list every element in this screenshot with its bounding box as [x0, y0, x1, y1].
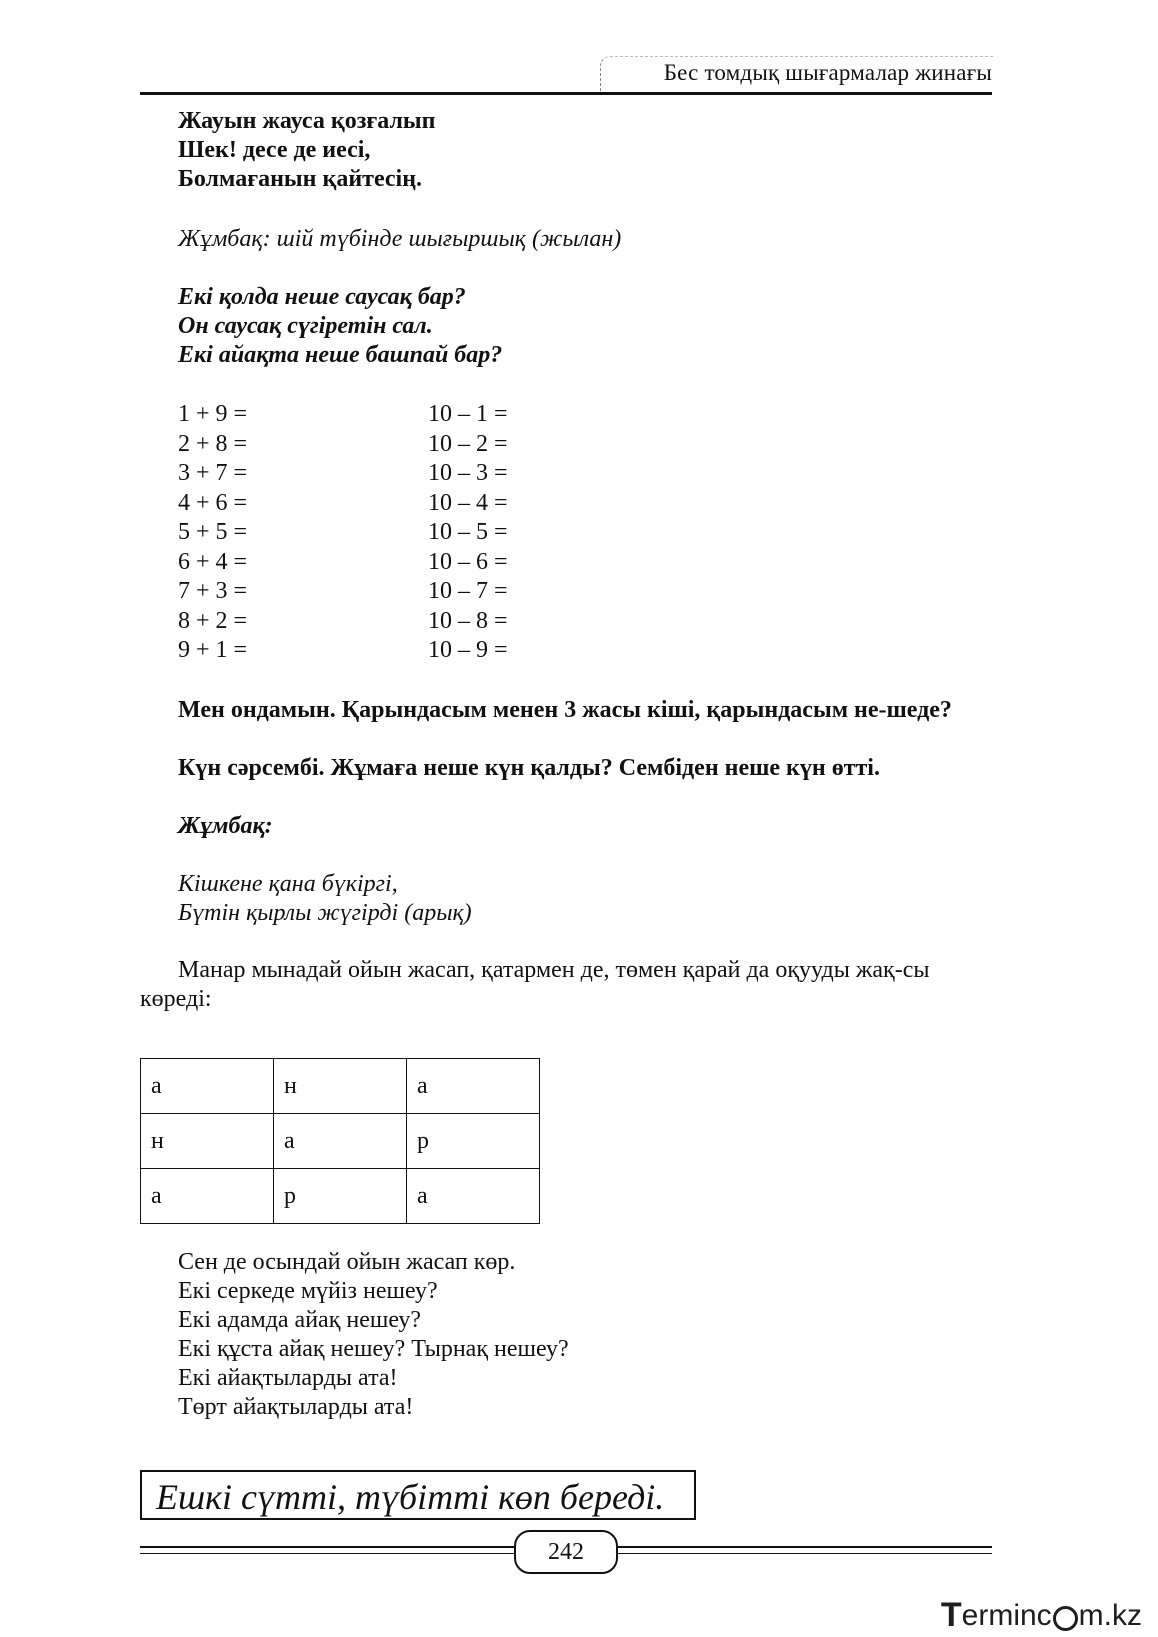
subtraction-column: [428, 400, 508, 666]
manar-paragraph: Манар мынадай ойын жасап, қатармен де, төмен қарай да оқууды жақ-сы көреді:: [140, 957, 930, 1012]
question-line: Екі айақта неше башпай бар?: [178, 342, 503, 368]
subtraction-equation: 10 – 5 =: [428, 519, 508, 545]
word-problem-age: Мен ондамын. Қарындасым менен 3 жасы кіші, қарындасым не-шеде?: [178, 697, 952, 723]
verse-line: Болмағанын қайтесің.: [178, 166, 423, 192]
subtraction-equation: 10 – 3 =: [428, 460, 508, 486]
closing-line: Екі айақтыларды ата!: [178, 1365, 398, 1391]
footer-rule-right-thin: [616, 1553, 992, 1554]
grid-cell: а: [407, 1059, 540, 1114]
riddle-title: Жұмбақ:: [178, 813, 273, 839]
page-number-text: 242: [548, 1538, 584, 1565]
termincom-watermark: [941, 1596, 1142, 1635]
footer-rule-right: [616, 1546, 992, 1548]
subtraction-equation: 10 – 6 =: [428, 548, 508, 575]
subtraction-equation: 10 – 8 =: [428, 607, 508, 634]
addition-equation: 2 + 8 =: [178, 430, 248, 457]
riddle-line: Жұмбақ: шій түбінде шығыршық (жылан): [178, 226, 622, 252]
addition-equation: 7 + 3 =: [178, 578, 248, 604]
grid-cell: а: [407, 1169, 540, 1224]
grid-cell: а: [274, 1114, 407, 1169]
addition-equation: 3 + 7 =: [178, 460, 248, 486]
addition-equation: 9 + 1 =: [178, 637, 248, 663]
running-header-title: Бес томдық шығармалар жинағы: [663, 60, 992, 85]
closing-line: Екі адамда айақ нешеу?: [178, 1307, 422, 1333]
proverb-text: Ешкі сүтті, түбітті көп береді.: [156, 1477, 665, 1517]
addition-equation: 1 + 9 =: [178, 401, 248, 427]
word-problem-days: Күн сәрсембі. Жұмаға неше күн қалды? Сембіден неше күн өтті.: [178, 755, 880, 781]
addition-equation: 6 + 4 =: [178, 548, 248, 575]
footer-rule-left-thin: [140, 1553, 516, 1554]
verse-line: Жауын жауса қозғалып: [178, 108, 436, 134]
grid-cell: а: [141, 1059, 274, 1114]
subtraction-equation: 10 – 2 =: [428, 430, 508, 457]
subtraction-equation: 10 – 7 =: [428, 578, 508, 604]
closing-line: Екі серкеде мүйіз нешеу?: [178, 1278, 438, 1304]
proverb-box: [140, 1470, 696, 1520]
grid-row: [141, 1114, 540, 1169]
header-rule: [140, 92, 992, 95]
subtraction-equation: 10 – 4 =: [428, 489, 508, 516]
closing-line: Сен де осындай ойын жасап көр.: [178, 1249, 516, 1275]
watermark-text-2: m.kz: [1078, 1598, 1142, 1632]
grid-row: [141, 1059, 540, 1114]
addition-equation: 8 + 2 =: [178, 607, 248, 634]
watermark-t: T: [940, 1596, 962, 1634]
addition-column: [178, 400, 247, 666]
grid-row: [141, 1169, 540, 1224]
grid-cell: н: [274, 1059, 407, 1114]
grid-cell: р: [407, 1114, 540, 1169]
addition-equation: 4 + 6 =: [178, 489, 248, 516]
riddle-verse-line: Бүтін қырлы жүгірді (арық): [178, 900, 472, 926]
closing-line: Төрт айақтыларды ата!: [178, 1394, 414, 1420]
grid-cell: а: [141, 1169, 274, 1224]
letter-grid: [140, 1058, 540, 1224]
verse-block: [178, 107, 435, 194]
page-number: [514, 1530, 618, 1574]
closing-line: Екі құста айақ нешеу? Тырнақ нешеу?: [178, 1336, 569, 1362]
verse-line: Шек! десе де иесі,: [178, 137, 371, 163]
question-line: Он саусақ сүгіретін сал.: [178, 313, 433, 339]
watermark-text-1: erminc: [961, 1598, 1052, 1632]
riddle-verse-line: Кішкене қана бүкіргі,: [178, 871, 398, 897]
grid-cell: р: [274, 1169, 407, 1224]
subtraction-equation: 10 – 1 =: [428, 401, 508, 427]
addition-equation: 5 + 5 =: [178, 519, 248, 545]
grid-cell: н: [141, 1114, 274, 1169]
closing-block: [178, 1248, 569, 1422]
riddle-verse: [178, 870, 472, 928]
question-line: Екі қолда неше саусақ бар?: [178, 284, 466, 310]
subtraction-equation: 10 – 9 =: [428, 637, 508, 663]
questions-block: [178, 283, 502, 370]
footer-rule-left: [140, 1546, 516, 1548]
magnifier-icon: [1053, 1606, 1078, 1631]
